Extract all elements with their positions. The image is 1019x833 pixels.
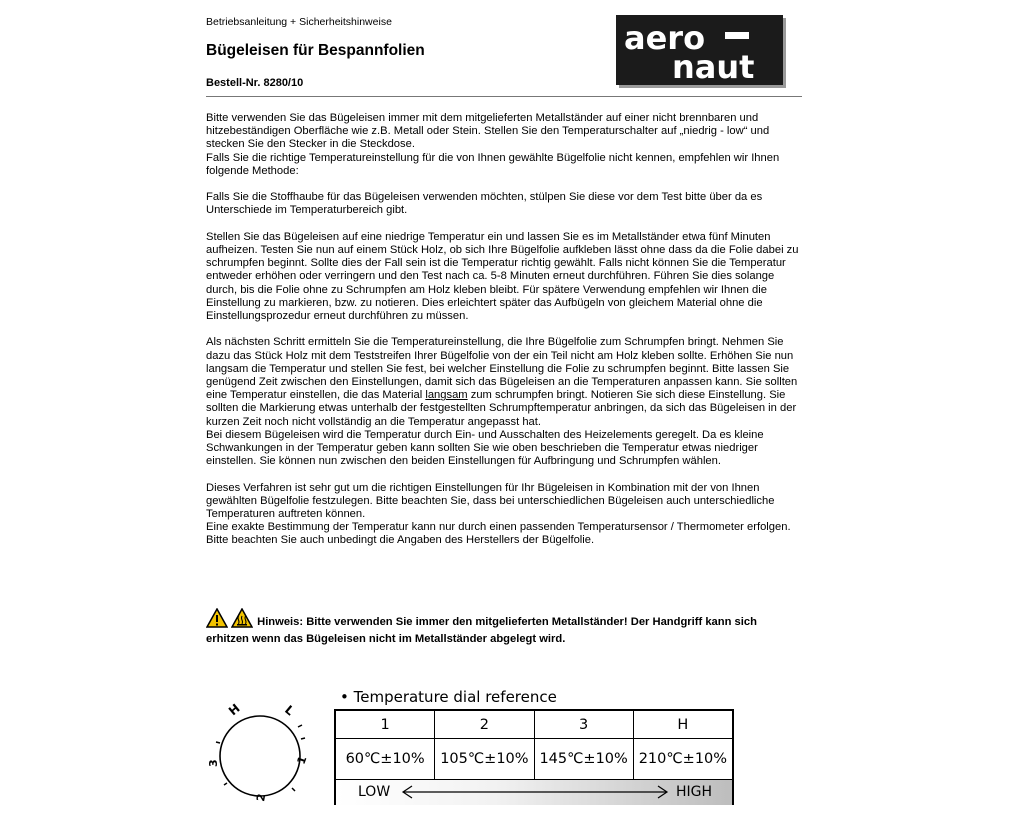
double-arrow-icon: [400, 784, 670, 800]
dial-label-3: 3: [207, 759, 220, 767]
order-number: Bestell-Nr. 8280/10: [206, 77, 304, 89]
instructions-body: [206, 112, 802, 561]
table-cell: 145℃±10%: [535, 739, 634, 779]
temperature-reference-table: [334, 709, 734, 805]
safety-warning: [206, 608, 802, 646]
table-cell: 210℃±10%: [638, 751, 728, 767]
document-type: Betriebsanleitung + Sicherheitshinweise: [206, 16, 392, 28]
hot-surface-icon: [231, 608, 253, 628]
paragraph: Eine exakte Bestimmung der Temperatur kann nur durch einen passenden Temperatursensor / Thermometer erfolgen. Bitte beachten Sie auch unbedingt die Angaben des Herstellers der Bügelfolie.: [206, 521, 791, 547]
reference-title: • Temperature dial reference: [340, 688, 557, 706]
paragraph: Bei diesem Bügeleisen wird die Temperatur durch Ein- und Ausschalten des Heizelements geregelt. Da es kleine Schwankungen in der Temperatur geben kann sollten Sie wie oben beschrieben die Temperatur etwas niedriger einstellen. Sie können nun zwischen den beiden Einstellungen für Aufbringung und Schrumpfen wählen.: [206, 428, 764, 468]
paragraph: [206, 336, 802, 428]
temperature-dial: [206, 695, 316, 805]
table-header-row: [336, 711, 732, 739]
column-header: 2: [435, 711, 534, 738]
warning-text: Hinweis: Bitte verwenden Sie immer den mitgelieferten Metallständer! Der Handgriff kann sich erhitzen wenn das Bügeleisen nicht im Metallständer abgelegt wird.: [206, 616, 757, 645]
table-cell: 60℃±10%: [336, 739, 435, 779]
table-cell: 105℃±10%: [435, 739, 534, 779]
dial-label-l: L: [282, 702, 297, 719]
warning-icons: [206, 608, 253, 632]
paragraph-part: zum schrumpfen bringt. Notieren Sie sich diese Einstellung. Sie sollten die Markierung etwas unterhalb der festgestellten Schrumpftemperatur anbringen, da sich das Bügeleisen in der kurzen Zeit noch nicht vollständig an die Temperatur angepasst hat.: [206, 389, 797, 428]
warning-triangle-icon: [206, 608, 228, 628]
svg-text:aero: aero: [624, 19, 706, 57]
header-divider: [206, 96, 802, 97]
svg-text:naut: naut: [672, 48, 755, 85]
paragraph: Falls Sie die richtige Temperatureinstellung für die von Ihnen gewählte Bügelfolie nicht kennen, empfehlen wir Ihnen folgende Methode:: [206, 151, 780, 177]
paragraph: Stellen Sie das Bügeleisen auf eine niedrige Temperatur ein und lassen Sie es im Metallständer etwa fünf Minuten aufheizen. Testen Sie nun auf einem Stück Holz, ob sich Ihre Bügelfolie aufkleben lässt ohne dass da die Folie dabei zu schrumpfen beginnt. Sollte dies der Fall sein ist die Temperatur richtig gewählt. Falls nicht können Sie die Temperatur entweder erhöhen oder verringern und den Test nach ca. 5-8 Minuten erneut durchführen. Führen Sie dies solange durch, bis die Folie ohne zu Schrumpfen am Holz kleben bleibt. Für spätere Verwendung empfehlen wir Ihnen die Einstellung zu markieren, bzw. zu notieren. Dies erleichtert später das Aufbügeln von gleichem Material ohne die Einstellungsprozedur erneut durchführen zu müssen.: [206, 230, 799, 323]
dial-label-h: H: [225, 701, 243, 719]
paragraph: Dieses Verfahren ist sehr gut um die richtigen Einstellungen für Ihr Bügeleisen in Kombination mit der von Ihnen gewählten Bügelfolie festzulegen. Bitte beachten Sie, dass bei unterschiedlichen Bügeleisen auch unterschiedliche Temperaturen auftreten können.: [206, 481, 775, 521]
dial-label-2: 2: [254, 792, 269, 803]
table-row: [336, 739, 732, 780]
high-label: HIGH: [675, 784, 712, 800]
column-header: H: [677, 716, 689, 733]
low-high-scale: [336, 780, 732, 805]
aeronaut-logo: [616, 15, 783, 85]
column-header: 3: [535, 711, 634, 738]
column-header: 1: [336, 711, 435, 738]
dial-label-1: 1: [294, 754, 310, 767]
document-title: Bügeleisen für Bespannfolien: [206, 42, 425, 59]
paragraph: Falls Sie die Stoffhaube für das Bügeleisen verwenden möchten, stülpen Sie diese vor dem Test bitte über da es Unterschiede im Temperaturbereich gibt.: [206, 191, 763, 217]
paragraph-part: Als nächsten Schritt ermitteln Sie die Temperatureinstellung, die Ihre Bügelfolie zum Schrumpfen bringt. Nehmen Sie dazu das Stück Holz mit dem Teststreifen Ihrer Bügelfolie von der ein Teil nicht am Holz kleben sollte. Erhöhen Sie nun langsam die Temperatur und stellen Sie fest, bei welcher Einstellung die Folie zu schrumpfen beginnt. Bitte lassen Sie genügend Zeit zwischen den Einstellungen, damit sich das Bügeleisen an die Temperaturen anpassen kann. Sie sollten eine Temperatur einstellen, die das Material: [206, 336, 798, 402]
low-label: LOW: [358, 784, 391, 800]
paragraph: Bitte verwenden Sie das Bügeleisen immer mit dem mitgelieferten Metallständer auf einer nicht brennbaren und hitzebeständigen Oberfläche wie z.B. Metall oder Stein. Stellen Sie den Temperaturschalter auf „niedrig - low“ und stecken Sie den Stecker in die Steckdose.: [206, 112, 770, 151]
underlined-word: langsam: [425, 389, 468, 402]
